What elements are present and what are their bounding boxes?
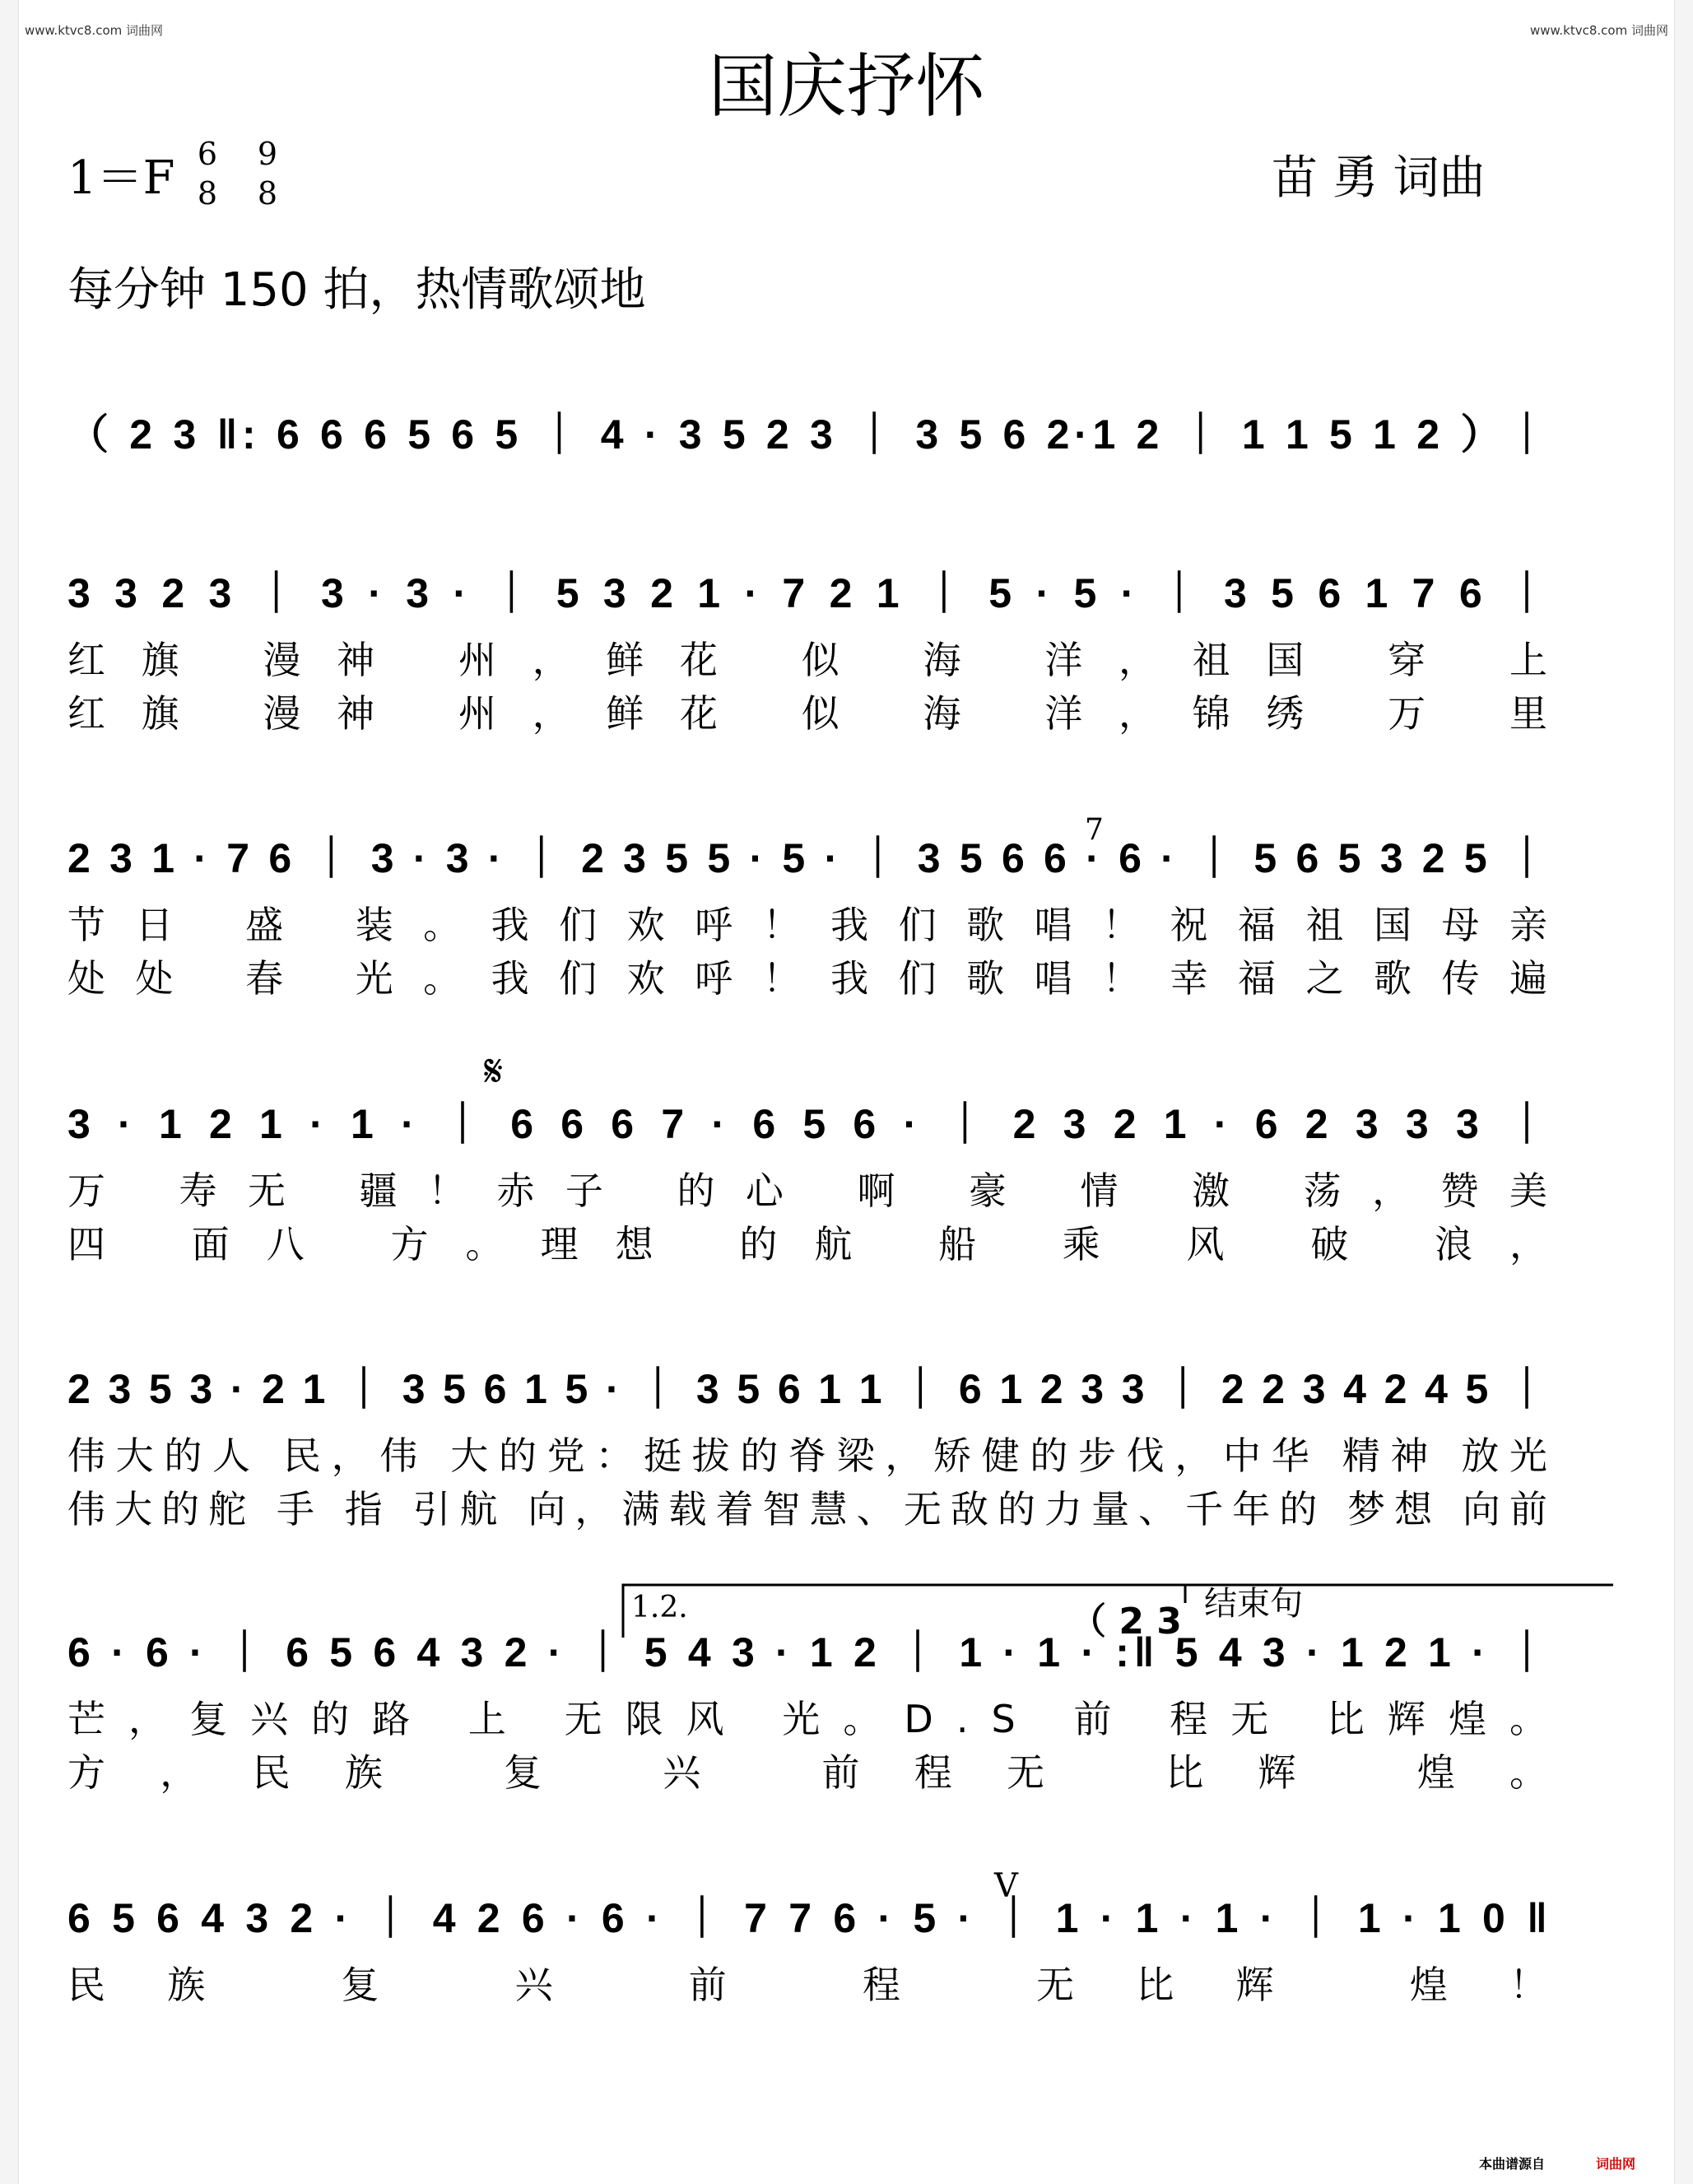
site-url-right[interactable]: www.ktvc8.com 词曲网: [1529, 23, 1668, 38]
lyric-line: 伟大的舵 手 指 引航 向，满载着智慧、无敌的力量、千年的 梦想 向前: [67, 1487, 1547, 1531]
lyric-line: 方，民族 复 兴 前程无 比辉 煌。: [67, 1750, 1547, 1795]
notation-row: 2 3 5 3 · 2 1 ｜ 3 5 6 1 5 · ｜ 3 5 6 1 1 ｜ 6 1 2 3 3 ｜ 2 2 3 4 2 4 5 ｜: [67, 1366, 1548, 1412]
lyric-line: 伟大的人 民，伟 大的党：挺拔的脊梁，矫健的步伐，中华 精神 放光: [67, 1434, 1547, 1478]
song-title: 国庆抒怀: [708, 46, 985, 127]
lyric-line: 四 面八 方。理想 的航 船 乘 风 破 浪，: [67, 1222, 1548, 1266]
time-numerator: 6: [197, 136, 218, 172]
notation-row: 6 · 6 · ｜ 6 5 6 4 3 2 · ｜ 5 4 3 · 1 2 ｜ 1 · 1 · :‖ 5 4 3 · 1 2 1 · ｜: [67, 1629, 1547, 1675]
lyric-line: 万 寿无 疆！赤子 的心 啊 豪 情 激 荡，赞美: [67, 1169, 1547, 1213]
lyric-line: 处处 春 光。我们欢呼！我们歌唱！幸福之歌传遍: [67, 956, 1548, 1001]
author-credit: 苗 勇 词曲: [1272, 151, 1486, 205]
time-denominator: 8: [197, 175, 218, 211]
notation-row: 3 3 2 3 ｜ 3 · 3 · ｜ 5 3 2 1 · 7 2 1 ｜ 5 · 5 · ｜ 3 5 6 1 7 6 ｜: [67, 570, 1548, 616]
notation-row: 3 · 1 2 1 · 1 · ｜ 6 6 6 7 · 6 5 6 · ｜ 2 3 2 1 · 6 2 3 3 3 ｜: [67, 1101, 1548, 1147]
footer-site-link[interactable]: 词曲网: [1595, 2156, 1635, 2172]
notation-row: 2 3 1 · 7 6 ｜ 3 · 3 · ｜ 2 3 5 5 · 5 · ｜ 3 5 6 6 · 6 · ｜ 5 6 5 3 2 5 ｜: [67, 835, 1547, 881]
lyric-line: 节日 盛 装。我们欢呼！我们歌唱！祝福祖国母亲: [67, 903, 1548, 947]
site-url-left[interactable]: www.ktvc8.com 词曲网: [25, 23, 164, 38]
breath-mark: V: [994, 1867, 1018, 1905]
time-numerator: 9: [257, 136, 278, 172]
key-signature: 1＝F: [67, 151, 175, 205]
notation-row: （ 2 3 ‖: 6 6 6 5 6 5 ｜ 4 · 3 5 2 3 ｜ 3 5 6 2·1 2 ｜ 1 1 5 1 2 ）｜: [67, 411, 1548, 458]
lyric-line: 红旗 漫神 州，鲜花 似 海 洋，锦绣 万 里: [67, 691, 1547, 736]
segno-sign: 𝄋: [484, 1045, 504, 1097]
ending-label: 结束句: [1204, 1585, 1303, 1623]
tempo-marking: 每分钟 150 拍，热情歌颂地: [67, 263, 646, 317]
grace-note: 7: [1085, 813, 1104, 847]
time-denominator: 8: [257, 175, 278, 211]
notation-row: 6 5 6 4 3 2 · ｜ 4 2 6 · 6 · ｜ 7 7 6 · 5 · ｜ 1 · 1 · 1 · ｜ 1 · 1 0 ‖: [67, 1895, 1547, 1941]
lyric-line: 红旗 漫神 州，鲜花 似 海 洋，祖国 穿 上: [67, 638, 1547, 682]
lyric-line: 民族 复 兴 前 程 无比辉 煌！: [67, 1963, 1547, 2007]
footer-source: 本曲谱源自: [1478, 2156, 1545, 2172]
volta-label: 1.2.: [631, 1591, 688, 1624]
ending-pickup: （ 2 3: [1070, 1601, 1182, 1643]
lyric-line: 芒，复兴的路 上 无限风 光。D.S 前 程无 比辉煌。: [67, 1697, 1548, 1741]
